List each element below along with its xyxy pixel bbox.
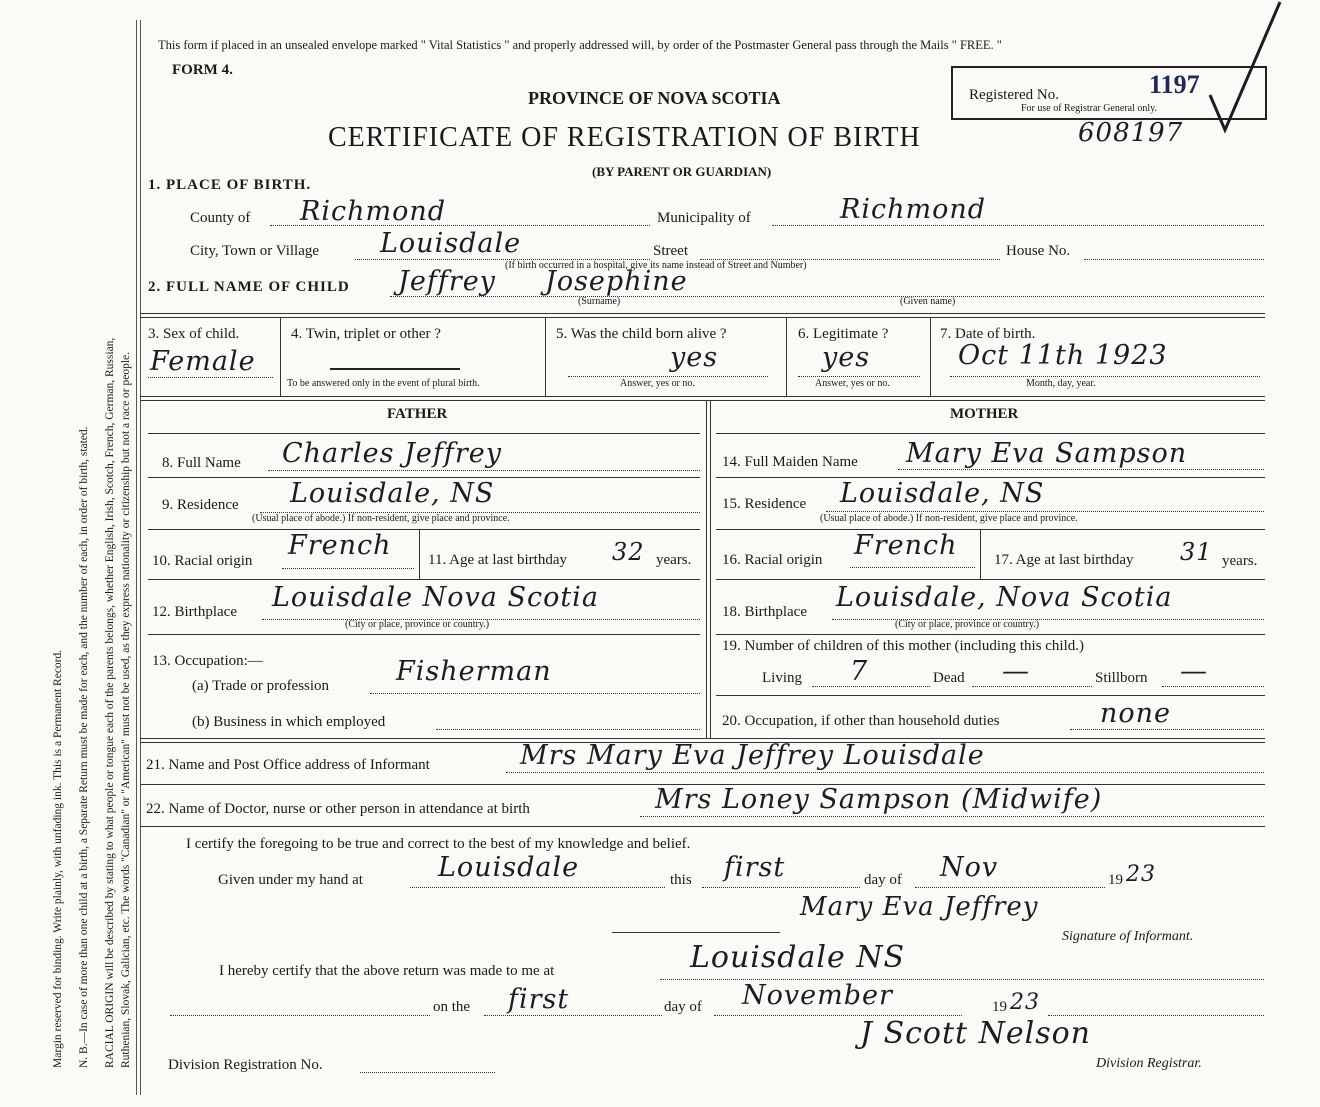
child-given-name: Josephine <box>545 266 688 297</box>
county-value: Richmond <box>300 196 447 227</box>
stillborn-value: — <box>1180 656 1208 687</box>
legit-value: yes <box>822 342 871 373</box>
given-month: Nov <box>940 852 999 883</box>
dob-value: Oct 11th 1923 <box>958 340 1168 371</box>
alive-label: 5. Was the child born alive ? <box>556 326 727 342</box>
mother-age-value: 31 <box>1180 538 1213 566</box>
father-res-note: (Usual place of abode.) If non-resident, give place and province. <box>252 513 510 524</box>
registrar-signature: J Scott Nelson <box>860 1016 1092 1051</box>
father-age-value: 32 <box>612 538 645 566</box>
father-business-label: (b) Business in which employed <box>192 714 386 730</box>
given-day: first <box>724 852 786 883</box>
house-label: House No. <box>1006 243 1071 259</box>
sex-value: Female <box>150 346 256 377</box>
legit-label: 6. Legitimate ? <box>798 326 889 342</box>
margin-line-2 <box>140 20 141 1095</box>
mother-occ-value: none <box>1100 698 1172 729</box>
registrar-note: For use of Registrar General only. <box>1021 103 1157 114</box>
child-surname: Jeffrey <box>398 266 496 297</box>
father-heading: FATHER <box>387 406 448 422</box>
mother-age-label: 17. Age at last birthday <box>994 552 1134 568</box>
given-year-suffix: 23 <box>1126 862 1156 887</box>
father-bp-label: 12. Birthplace <box>152 604 237 620</box>
dead-label: Dead <box>933 670 965 686</box>
dob-label: 7. Date of birth. <box>940 326 1036 342</box>
mother-bp-value: Louisdale, Nova Scotia <box>836 582 1173 613</box>
mother-race-value: French <box>854 530 958 561</box>
father-res-label: 9. Residence <box>162 497 239 513</box>
given-name-note: (Given name) <box>900 296 956 307</box>
margin-note-3: RACIAL ORIGIN will be described by stating to what people or tongue each of the parents belongs, whether English, Irish, Scotch, French, German, Russian, <box>104 337 116 1068</box>
city-value: Louisdale <box>380 228 522 259</box>
mother-bp-label: 18. Birthplace <box>722 604 807 620</box>
mother-res-note: (Usual place of abode.) If non-resident, give place and province. <box>820 513 1078 524</box>
mother-name-label: 14. Full Maiden Name <box>722 454 858 470</box>
mother-bp-note: (City or place, province or country.) <box>895 619 1040 630</box>
father-trade-label: (a) Trade or profession <box>192 678 330 694</box>
child-name-label: 2. FULL NAME OF CHILD <box>148 279 350 295</box>
registrar-year-suffix: 23 <box>1010 990 1040 1015</box>
informant-sig-label: Signature of Informant. <box>1062 929 1194 944</box>
given-year-prefix: 19 <box>1108 872 1123 888</box>
mother-age-unit: years. <box>1222 553 1258 569</box>
alive-value: yes <box>670 342 719 373</box>
registered-label: Registered No. <box>969 87 1059 103</box>
given-place: Louisdale <box>438 852 580 883</box>
registrar-month: November <box>742 980 893 1011</box>
sex-label: 3. Sex of child. <box>148 326 240 342</box>
registered-value: 1197 <box>1149 70 1200 99</box>
margin-line <box>136 20 137 1095</box>
county-label: County of <box>190 210 251 226</box>
father-race-value: French <box>288 530 392 561</box>
dead-value: — <box>1002 656 1030 687</box>
mother-occ-label: 20. Occupation, if other than household duties <box>722 713 1000 729</box>
margin-note-1: Margin reserved for binding. Write plainly, with unfading ink. This is a Permanent Record. <box>52 649 64 1068</box>
page-subtitle: (BY PARENT OR GUARDIAN) <box>592 164 772 179</box>
hospital-note: (If birth occurred in a hospital, give its name instead of Street and Number) <box>505 260 807 271</box>
alive-note: Answer, yes or no. <box>620 378 695 389</box>
day-of-label: day of <box>864 872 902 888</box>
mother-children-label: 19. Number of children of this mother (including this child.) <box>722 638 1085 654</box>
mother-name-value: Mary Eva Sampson <box>906 438 1188 469</box>
mother-res-label: 15. Residence <box>722 496 807 512</box>
registrar-day: first <box>508 984 570 1015</box>
stillborn-label: Stillborn <box>1095 670 1148 686</box>
registrar-statement: I hereby certify that the above return was made to me at <box>219 963 555 979</box>
registrar-place: Louisdale NS <box>690 940 906 975</box>
registrar-day-of-label: day of <box>664 999 702 1015</box>
page-title: CERTIFICATE OF REGISTRATION OF BIRTH <box>328 122 921 153</box>
father-bp-note: (City or place, province or country.) <box>345 619 490 630</box>
living-value: 7 <box>850 656 869 687</box>
mother-res-value: Louisdale, NS <box>840 478 1045 509</box>
father-res-value: Louisdale, NS <box>290 478 495 509</box>
twin-note: To be answered only in the event of plural birth. <box>287 378 480 389</box>
given-under-label: Given under my hand at <box>218 872 363 888</box>
on-the-label: on the <box>433 999 471 1015</box>
father-age-label: 11. Age at last birthday <box>428 552 567 568</box>
informant-value: Mrs Mary Eva Jeffrey Louisdale <box>520 740 985 771</box>
city-label: City, Town or Village <box>190 243 320 259</box>
father-age-unit: years. <box>656 552 692 568</box>
father-name-label: 8. Full Name <box>162 455 241 471</box>
division-registration-label: Division Registration No. <box>168 1057 323 1073</box>
doctor-value: Mrs Loney Sampson (Midwife) <box>655 784 1103 815</box>
street-label: Street <box>653 243 688 259</box>
certify-statement: I certify the foregoing to be true and correct to the best of my knowledge and belief. <box>186 836 691 852</box>
mother-race-label: 16. Racial origin <box>722 552 823 568</box>
margin-note-2: N. B.—In case of more than one child at a birth, a Separate Return must be made for each, and the number of each, in order of birth, stated. <box>78 426 90 1068</box>
father-race-label: 10. Racial origin <box>152 553 253 569</box>
form-number: FORM 4. <box>172 62 233 78</box>
handwritten-number: 608197 <box>1078 118 1184 148</box>
place-of-birth-label: 1. PLACE OF BIRTH. <box>148 177 312 193</box>
mail-note: This form if placed in an unsealed envelope marked " Vital Statistics " and properly addressed will, by order of the Postmaster General pass through the Mails " FREE. " <box>158 38 1002 52</box>
municipality-label: Municipality of <box>657 210 751 226</box>
twin-label: 4. Twin, triplet or other ? <box>291 326 441 342</box>
province-heading: PROVINCE OF NOVA SCOTIA <box>528 88 781 108</box>
registrar-sig-label: Division Registrar. <box>1096 1056 1202 1071</box>
margin-note-4: Ruthenian, Slovak, Galician, etc. The words "Canadian" or "American" must not be used, as they express nationality or citizenship but not a race or people. <box>120 351 132 1068</box>
father-name-value: Charles Jeffrey <box>282 438 503 469</box>
father-occ-label: 13. Occupation:— <box>152 653 263 669</box>
father-trade-value: Fisherman <box>396 656 552 687</box>
mother-heading: MOTHER <box>950 406 1019 422</box>
father-bp-value: Louisdale Nova Scotia <box>272 582 599 613</box>
registrar-year-prefix: 19 <box>992 999 1007 1015</box>
informant-signature: Mary Eva Jeffrey <box>800 892 1039 922</box>
dob-note: Month, day, year. <box>1026 378 1096 389</box>
legit-note: Answer, yes or no. <box>815 378 890 389</box>
doctor-label: 22. Name of Doctor, nurse or other person in attendance at birth <box>146 801 530 817</box>
informant-label: 21. Name and Post Office address of Informant <box>146 757 430 773</box>
this-label: this <box>670 872 692 888</box>
check-mark <box>1205 0 1285 140</box>
living-label: Living <box>762 670 802 686</box>
surname-note: (Surname) <box>578 296 621 307</box>
municipality-value: Richmond <box>840 194 987 225</box>
